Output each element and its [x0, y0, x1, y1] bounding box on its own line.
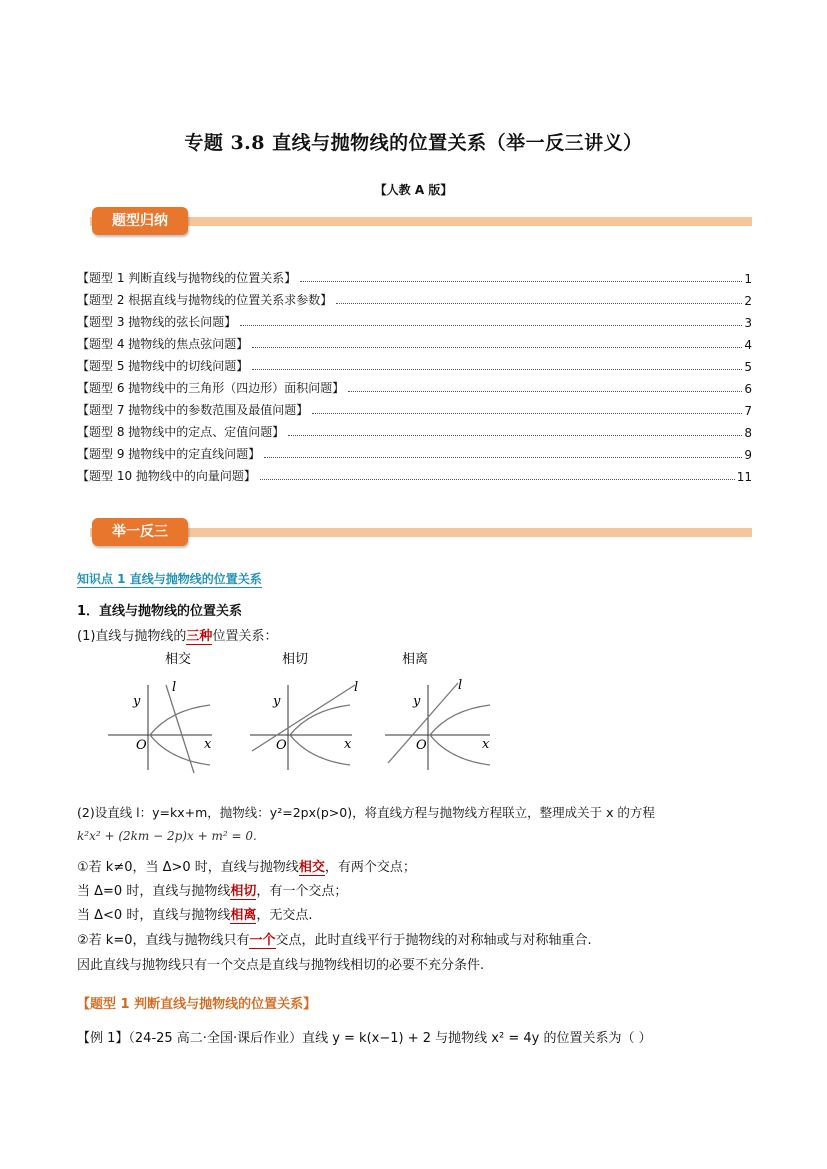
toc-item[interactable]: [77, 376, 752, 396]
y-label: y: [413, 694, 421, 709]
figure-caption: 相切: [282, 652, 309, 667]
toc-page-number: 5: [744, 360, 752, 374]
line-l: [166, 685, 194, 773]
origin-label: O: [136, 738, 147, 753]
toc-item[interactable]: [77, 266, 752, 286]
toc-item[interactable]: [77, 464, 752, 484]
toc-item-label: 【题型 9 抛物线中的定直线问题】: [77, 447, 261, 461]
toc-page-number: 6: [744, 382, 752, 396]
toc-item-label: 【题型 3 抛物线的弦长问题】: [77, 315, 237, 329]
toc-leader-dots: [312, 412, 742, 414]
conclusion: 因此直线与抛物线只有一个交点是直线与抛物线相切的必要不充分条件.: [77, 958, 485, 973]
y-label: y: [273, 694, 281, 709]
toc-item-label: 【题型 1 判断直线与抛物线的位置关系】: [77, 271, 297, 285]
toc-leader-dots: [260, 478, 735, 480]
line-label: l: [354, 680, 359, 695]
intro-line: [77, 625, 277, 644]
case-emphasis: 一个: [249, 933, 276, 948]
figure-caption: 相交: [165, 652, 192, 667]
line-l: [252, 685, 355, 751]
toc-page-number: 7: [744, 404, 752, 418]
knowledge-point-link[interactable]: 知识点 1 直线与抛物线的位置关系: [77, 572, 262, 586]
toc-page-number: 2: [744, 294, 752, 308]
toc-item[interactable]: [77, 398, 752, 418]
figure-intersect: [108, 651, 212, 773]
intro-text: (1)直线与抛物线的: [77, 629, 187, 644]
case-text: ②若 k=0，直线与抛物线只有: [77, 933, 250, 948]
toc-page-number: 4: [744, 338, 752, 352]
toc-page-number: 9: [744, 448, 752, 462]
toc-item-label: 【题型 7 抛物线中的参数范围及最值问题】: [77, 403, 309, 417]
y-label: y: [133, 694, 141, 709]
case-text-end: ，有两个交点；: [324, 860, 416, 875]
figure-separate: [385, 651, 490, 770]
example-1: 【例 1】（24-25 高二·全国·课后作业）直线 y = k(x−1) + 2 与抛物线 x² = 4y 的位置关系为（ ）: [77, 1031, 652, 1046]
origin-label: O: [276, 738, 287, 753]
section-band-practice: [90, 528, 752, 537]
case-emphasis: 相交: [298, 860, 325, 875]
edition-label: 【人教 A 版】: [374, 183, 453, 197]
practice-badge: 举一反三: [92, 518, 188, 546]
toc-page-number: 1: [744, 272, 752, 286]
line-label: l: [458, 678, 463, 693]
toc-item-label: 【题型 6 抛物线中的三角形（四边形）面积问题】: [77, 381, 345, 395]
page-title: 专题 3.8 直线与抛物线的位置关系（举一反三讲义）: [184, 132, 643, 154]
toc-item[interactable]: [77, 288, 752, 308]
case-text: 当 Δ=0 时，直线与抛物线: [77, 884, 231, 899]
case-4: [77, 929, 592, 948]
section-band-summary: [90, 217, 752, 226]
case-text-end: ，无交点.: [256, 908, 313, 923]
figure-tangent: [250, 651, 358, 770]
section-heading: 1．直线与抛物线的位置关系: [77, 604, 243, 619]
toc-item[interactable]: [77, 332, 752, 352]
toc-leader-dots: [252, 368, 742, 370]
position-figures: [100, 645, 500, 775]
case-3: [77, 904, 312, 923]
toc-page-number: 3: [744, 316, 752, 330]
case-emphasis: 相离: [230, 908, 257, 923]
intro-emphasis: 三种: [186, 629, 213, 644]
figure-caption: 相离: [402, 652, 429, 667]
toc-item[interactable]: [77, 310, 752, 330]
toc-leader-dots: [288, 434, 742, 436]
case-emphasis: 相切: [230, 884, 257, 899]
toc-page-number: 11: [736, 470, 752, 484]
origin-label: O: [416, 738, 427, 753]
case-text-end: ，有一个交点；: [256, 884, 348, 899]
toc-item-label: 【题型 8 抛物线中的定点、定值问题】: [77, 425, 285, 439]
line-label: l: [172, 680, 177, 695]
case-text: 当 Δ<0 时，直线与抛物线: [77, 908, 231, 923]
equation: k²x² + (2km − 2p)x + m² = 0.: [77, 829, 257, 843]
toc-leader-dots: [348, 390, 742, 392]
toc-item-label: 【题型 2 根据直线与抛物线的位置关系求参数】: [77, 293, 333, 307]
toc-page-number: 8: [744, 426, 752, 440]
toc-item[interactable]: [77, 354, 752, 374]
toc-leader-dots: [264, 456, 742, 458]
case-1: [77, 856, 416, 875]
summary-badge: 题型归纳: [92, 207, 188, 235]
toc-item[interactable]: [77, 420, 752, 440]
x-label: x: [344, 737, 352, 752]
type1-heading: 【题型 1 判断直线与抛物线的位置关系】: [77, 997, 317, 1012]
setup-line: (2)设直线 l：y=kx+m，抛物线：y²=2px(p>0)，将直线方程与抛物线方程联立，整理成关于 x 的方程: [77, 805, 655, 820]
x-label: x: [482, 737, 490, 752]
intro-text-end: 位置关系：: [212, 629, 278, 644]
case-text: ①若 k≠0，当 Δ>0 时，直线与抛物线: [77, 860, 299, 875]
case-2: [77, 880, 347, 899]
toc-item-label: 【题型 4 抛物线的焦点弦问题】: [77, 337, 249, 351]
toc-leader-dots: [336, 302, 742, 304]
toc-leader-dots: [300, 280, 742, 282]
toc-leader-dots: [240, 324, 742, 326]
toc-leader-dots: [252, 346, 742, 348]
case-text-end: 交点，此时直线平行于抛物线的对称轴或与对称轴重合.: [275, 933, 592, 948]
x-label: x: [204, 737, 212, 752]
toc-item[interactable]: [77, 442, 752, 462]
toc-item-label: 【题型 10 抛物线中的向量问题】: [77, 469, 256, 483]
toc-item-label: 【题型 5 抛物线中的切线问题】: [77, 359, 249, 373]
